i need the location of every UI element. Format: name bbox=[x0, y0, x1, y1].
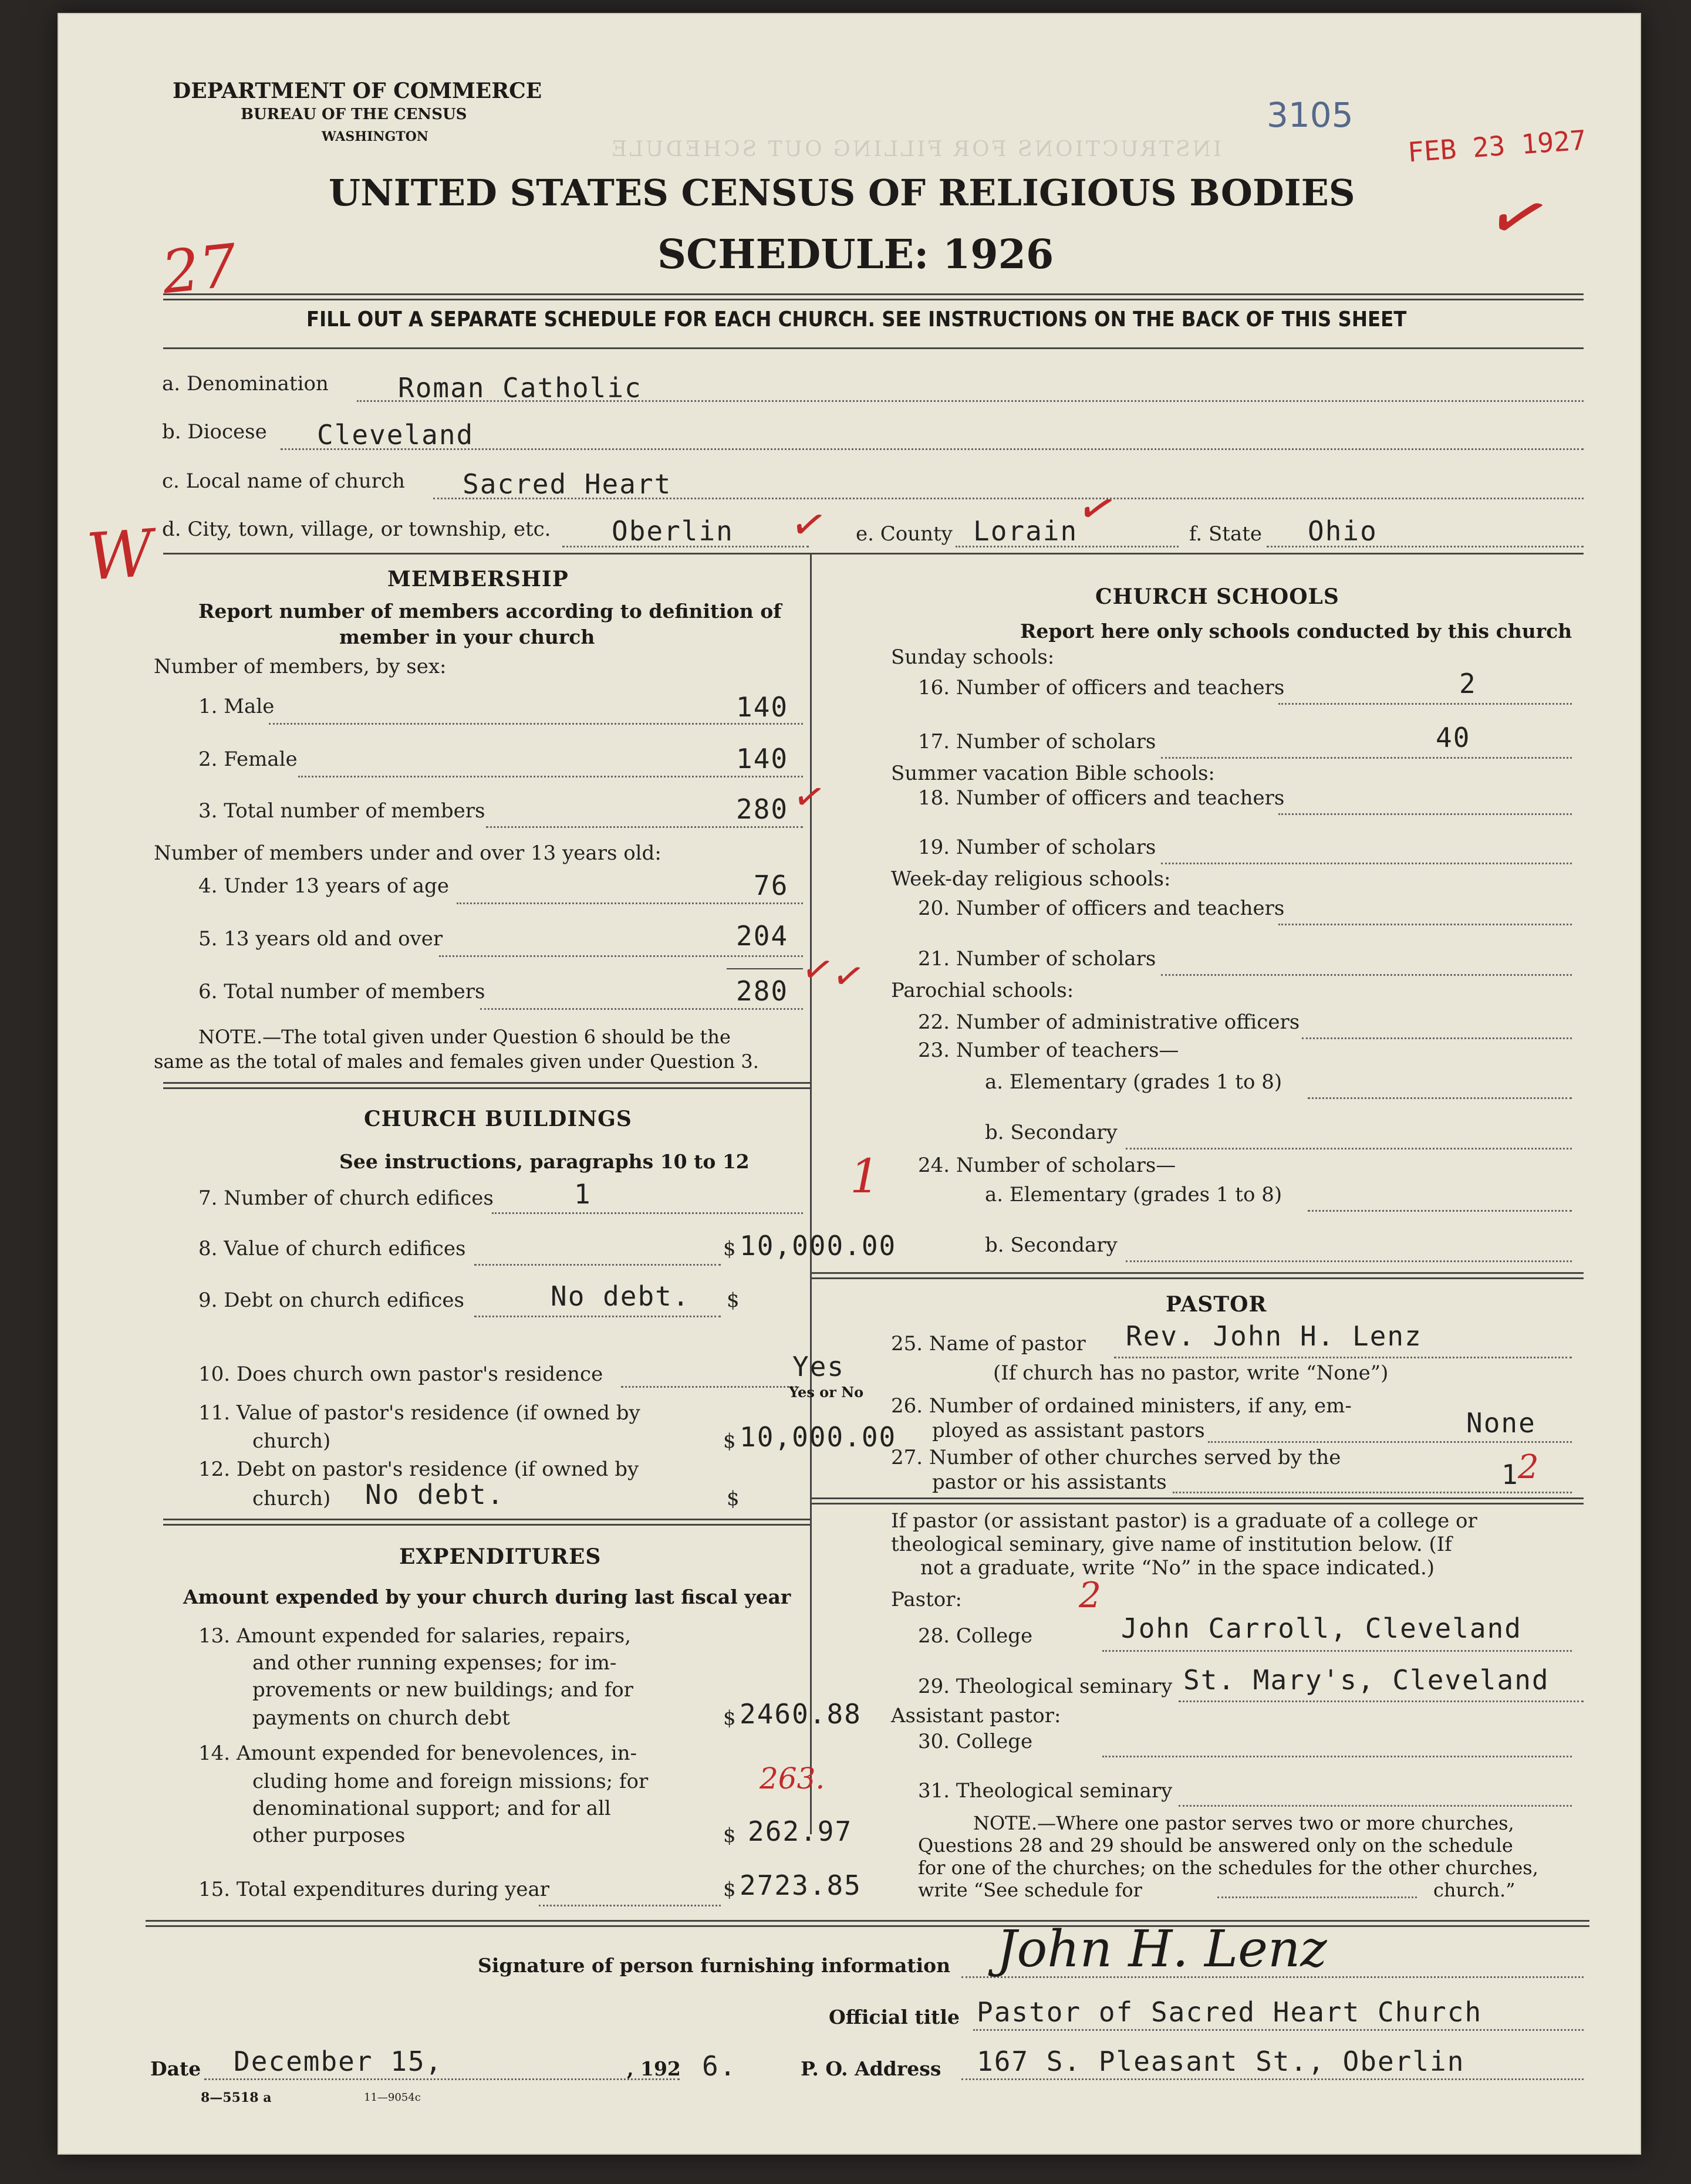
q13-dollar: $ bbox=[723, 1706, 736, 1730]
q13-label-1: 13. Amount expended for salaries, repairs, bbox=[198, 1624, 632, 1648]
washington-label: WASHINGTON bbox=[322, 129, 428, 144]
po-address-value: 167 S. Pleasant St., Oberlin bbox=[977, 2046, 1465, 2077]
q6-total-value: 280 bbox=[736, 975, 789, 1007]
po-address-label: P. O. Address bbox=[801, 2057, 941, 2080]
date-label: Date bbox=[150, 2057, 201, 2080]
pastor-note-2: Questions 28 and 29 should be answered only on the schedule bbox=[918, 1834, 1513, 1857]
q26-label-2: ployed as assistant pastors bbox=[932, 1419, 1205, 1442]
q16-label: 16. Number of officers and teachers bbox=[918, 676, 1285, 699]
buildings-sub: See instructions, paragraphs 10 to 12 bbox=[339, 1150, 750, 1173]
q10-yes-no-hint: Yes or No bbox=[789, 1384, 864, 1401]
q19-label: 19. Number of scholars bbox=[918, 836, 1156, 859]
q8-edifice-value: 10,000.00 bbox=[740, 1230, 897, 1262]
check-mark-icon: ✓ bbox=[1477, 169, 1561, 267]
pastor-note-1: NOTE.—Where one pastor serves two or more churches, bbox=[973, 1812, 1514, 1834]
q11-label-2: church) bbox=[252, 1429, 331, 1453]
signature-label: Signature of person furnishing information bbox=[478, 1954, 951, 1977]
diocese-label: b. Diocese bbox=[162, 420, 267, 444]
membership-note-1: NOTE.—The total given under Question 6 should be the bbox=[198, 1026, 731, 1048]
graduate-text-1: If pastor (or assistant pastor) is a graduate of a college or bbox=[891, 1509, 1477, 1533]
official-title-value: Pastor of Sacred Heart Church bbox=[977, 1996, 1483, 2028]
state-label: f. State bbox=[1189, 522, 1262, 546]
weekday-schools-label: Week-day religious schools: bbox=[891, 867, 1171, 891]
q12-residence-debt-value: No debt. bbox=[365, 1479, 505, 1510]
church-name-value: Sacred Heart bbox=[463, 468, 672, 500]
bleed-through-heading: INSTRUCTIONS FOR FILLING OUT SCHEDULE bbox=[609, 137, 1222, 161]
q13-label-3: provements or new buildings; and for bbox=[252, 1678, 633, 1702]
q3-label: 3. Total number of members bbox=[198, 799, 485, 823]
check-mark-icon: ✓ bbox=[789, 773, 829, 822]
year-prefix: , 192 bbox=[627, 2057, 681, 2080]
q14-label-2: cluding home and foreign missions; for bbox=[252, 1770, 649, 1793]
q3-total-value: 280 bbox=[736, 793, 789, 825]
stamp-number: 3105 bbox=[1267, 95, 1354, 135]
buildings-heading: CHURCH BUILDINGS bbox=[364, 1107, 632, 1131]
q14-dollar: $ bbox=[723, 1824, 736, 1847]
q13-running-expenses-value: 2460.88 bbox=[740, 1698, 862, 1730]
q14-label-1: 14. Amount expended for benevolences, in- bbox=[198, 1742, 637, 1765]
summer-schools-label: Summer vacation Bible schools: bbox=[891, 762, 1215, 785]
q24-label: 24. Number of scholars— bbox=[918, 1154, 1176, 1177]
schedule-title: SCHEDULE: 1926 bbox=[657, 231, 1054, 278]
q7-edifices-value: 1 bbox=[574, 1178, 592, 1210]
q10-owns-residence-value: Yes bbox=[792, 1351, 845, 1382]
q25-label: 25. Name of pastor bbox=[891, 1332, 1086, 1355]
assistant-pastor-subheading: Assistant pastor: bbox=[891, 1704, 1061, 1727]
county-value: Lorain bbox=[973, 515, 1078, 547]
q18-label: 18. Number of officers and teachers bbox=[918, 786, 1285, 810]
q11-dollar: $ bbox=[723, 1429, 736, 1453]
membership-heading: MEMBERSHIP bbox=[387, 567, 569, 591]
q12-label-2: church) bbox=[252, 1487, 331, 1510]
graduate-text-2: theological seminary, give name of institution below. (If bbox=[891, 1533, 1452, 1556]
q28-label: 28. College bbox=[918, 1624, 1033, 1648]
year-digit: 6. bbox=[702, 2050, 737, 2082]
received-date-stamp: FEB 23 1927 bbox=[1406, 124, 1588, 168]
pastor-note-4: write “See schedule for bbox=[918, 1879, 1142, 1901]
q5-label: 5. 13 years old and over bbox=[198, 927, 443, 951]
date-value: December 15, bbox=[234, 2046, 443, 2077]
q11-label-1: 11. Value of pastor's residence (if owned by bbox=[198, 1401, 640, 1425]
check-mark-icon: ✓✓ bbox=[798, 945, 869, 1002]
q23a-label: a. Elementary (grades 1 to 8) bbox=[985, 1070, 1282, 1094]
q9-debt-value: No debt. bbox=[551, 1280, 690, 1312]
pastor-note-5: church.” bbox=[1433, 1879, 1516, 1901]
pastor-subheading: Pastor: bbox=[891, 1588, 962, 1611]
by-sex-label: Number of members, by sex: bbox=[154, 655, 447, 678]
q10-label: 10. Does church own pastor's residence bbox=[198, 1363, 603, 1386]
q17-sunday-scholars-value: 40 bbox=[1436, 722, 1471, 753]
q28-college-value: John Carroll, Cleveland bbox=[1121, 1612, 1522, 1644]
city-label: d. City, town, village, or township, etc. bbox=[162, 518, 551, 541]
q9-label: 9. Debt on church edifices bbox=[198, 1289, 464, 1312]
q9-dollar: $ bbox=[727, 1289, 740, 1312]
q29-seminary-value: St. Mary's, Cleveland bbox=[1183, 1664, 1550, 1696]
q31-label: 31. Theological seminary bbox=[918, 1779, 1173, 1803]
form-number: 8—5518 a bbox=[201, 2090, 272, 2105]
pastor-hand-mark: 2 bbox=[1079, 1575, 1102, 1616]
pastor-note-3: for one of the churches; on the schedules for the other churches, bbox=[918, 1857, 1538, 1879]
q11-residence-value: 10,000.00 bbox=[740, 1421, 897, 1453]
q23-label: 23. Number of teachers— bbox=[918, 1039, 1179, 1062]
sunday-schools-label: Sunday schools: bbox=[891, 645, 1055, 669]
check-mark-icon: ✓ bbox=[1071, 478, 1123, 539]
q1-male-value: 140 bbox=[736, 691, 789, 723]
q15-dollar: $ bbox=[723, 1878, 736, 1901]
q7-hand-mark: 1 bbox=[850, 1149, 880, 1203]
q17-label: 17. Number of scholars bbox=[918, 730, 1156, 753]
q1-label: 1. Male bbox=[198, 695, 275, 718]
q27-hand-mark: 2 bbox=[1518, 1448, 1539, 1486]
q16-sunday-teachers-value: 2 bbox=[1459, 668, 1477, 699]
q29-label: 29. Theological seminary bbox=[918, 1675, 1173, 1698]
q2-female-value: 140 bbox=[736, 743, 789, 775]
q27-other-churches-value: 1 bbox=[1501, 1459, 1519, 1490]
state-value: Ohio bbox=[1308, 515, 1378, 547]
q14-label-3: denominational support; and for all bbox=[252, 1797, 611, 1820]
hand-mark-27: 27 bbox=[158, 231, 241, 307]
q4-label: 4. Under 13 years of age bbox=[198, 874, 449, 898]
graduate-text-3: not a graduate, write “No” in the space indicated.) bbox=[920, 1556, 1435, 1580]
expenditures-heading: EXPENDITURES bbox=[399, 1544, 602, 1569]
census-schedule-form bbox=[58, 13, 1641, 2155]
expenditures-sub: Amount expended by your church during last fiscal year bbox=[183, 1585, 791, 1608]
dept-label: DEPARTMENT OF COMMERCE bbox=[173, 79, 542, 103]
q8-dollar: $ bbox=[723, 1237, 736, 1260]
q2-label: 2. Female bbox=[198, 748, 298, 771]
q7-label: 7. Number of church edifices bbox=[198, 1186, 494, 1210]
membership-note-2: same as the total of males and females given under Question 3. bbox=[154, 1050, 759, 1073]
q4-under-13-value: 76 bbox=[754, 870, 789, 901]
membership-sub-1: Report number of members according to definition of bbox=[198, 600, 782, 623]
q27-label-2: pastor or his assistants bbox=[932, 1470, 1167, 1494]
q24a-label: a. Elementary (grades 1 to 8) bbox=[985, 1183, 1282, 1206]
q21-label: 21. Number of scholars bbox=[918, 947, 1156, 971]
bureau-label: BUREAU OF THE CENSUS bbox=[241, 106, 467, 123]
fill-out-instruction: FILL OUT A SEPARATE SCHEDULE FOR EACH CHURCH. SEE INSTRUCTIONS ON THE BACK OF THIS SHEET bbox=[306, 307, 1407, 332]
age-heading: Number of members under and over 13 years old: bbox=[154, 841, 661, 865]
signature-value: John H. Lenz bbox=[997, 1920, 1327, 1979]
q5-13-and-over-value: 204 bbox=[736, 920, 789, 952]
schools-sub: Report here only schools conducted by this church bbox=[1020, 620, 1572, 643]
hand-margin-mark: W bbox=[84, 515, 156, 595]
print-number: 11—9054c bbox=[364, 2091, 421, 2104]
q22-label: 22. Number of administrative officers bbox=[918, 1010, 1300, 1034]
parochial-schools-label: Parochial schools: bbox=[891, 979, 1074, 1002]
q13-label-4: payments on church debt bbox=[252, 1706, 510, 1730]
q14-benevolences-value: 262.97 bbox=[748, 1816, 853, 1847]
official-title-label: Official title bbox=[829, 2006, 960, 2029]
q23b-label: b. Secondary bbox=[985, 1121, 1118, 1144]
q15-label: 15. Total expenditures during year bbox=[198, 1878, 550, 1901]
q14-hand-mark: 263. bbox=[760, 1762, 825, 1796]
q15-total-expenditures-value: 2723.85 bbox=[740, 1869, 862, 1901]
check-mark-icon: ✓ bbox=[786, 496, 832, 553]
denomination-value: Roman Catholic bbox=[398, 372, 642, 404]
church-name-label: c. Local name of church bbox=[162, 469, 405, 493]
q26-label-1: 26. Number of ordained ministers, if any, em- bbox=[891, 1394, 1352, 1418]
schools-heading: CHURCH SCHOOLS bbox=[1095, 584, 1339, 609]
diocese-value: Cleveland bbox=[317, 419, 474, 451]
q24b-label: b. Secondary bbox=[985, 1233, 1118, 1257]
q25-hint: (If church has no pastor, write “None”) bbox=[993, 1361, 1389, 1385]
q12-label-1: 12. Debt on pastor's residence (if owned by bbox=[198, 1458, 639, 1481]
denomination-label: a. Denomination bbox=[162, 372, 329, 395]
q6-label: 6. Total number of members bbox=[198, 980, 485, 1003]
q14-label-4: other purposes bbox=[252, 1824, 406, 1847]
q13-label-2: and other running expenses; for im- bbox=[252, 1651, 617, 1675]
q8-label: 8. Value of church edifices bbox=[198, 1237, 466, 1260]
q25-pastor-name-value: Rev. John H. Lenz bbox=[1126, 1320, 1422, 1352]
membership-sub-2: member in your church bbox=[339, 626, 595, 648]
county-label: e. County bbox=[856, 522, 953, 546]
form-title: UNITED STATES CENSUS OF RELIGIOUS BODIES bbox=[329, 171, 1355, 214]
q27-label-1: 27. Number of other churches served by the bbox=[891, 1446, 1341, 1469]
q12-dollar: $ bbox=[727, 1487, 740, 1510]
pastor-heading: PASTOR bbox=[1166, 1292, 1267, 1317]
city-value: Oberlin bbox=[612, 515, 734, 547]
q26-assistant-pastors-value: None bbox=[1466, 1407, 1536, 1439]
q30-label: 30. College bbox=[918, 1730, 1033, 1753]
q20-label: 20. Number of officers and teachers bbox=[918, 897, 1285, 920]
